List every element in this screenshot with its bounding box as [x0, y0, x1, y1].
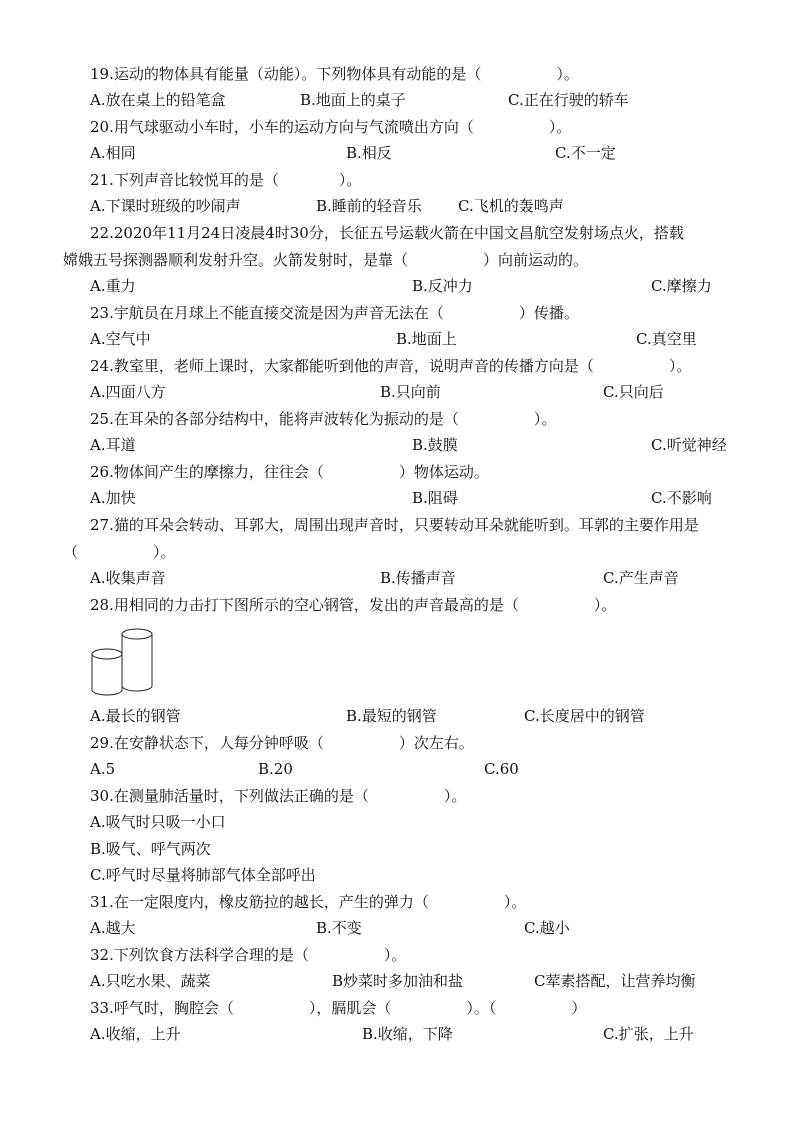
question-25: 25.在耳朵的各部分结构中，能将声波转化为振动的是（ ）。: [90, 410, 557, 428]
q29-option-a: A.5: [90, 760, 116, 778]
q19-option-b: B.地面上的桌子: [300, 91, 406, 109]
question-22: 22.2020年11月24日凌晨4时30分，长征五号运载火箭在中国文昌航空发射场点火，搭载: [90, 224, 684, 242]
q33-option-a: A.收缩，上升: [90, 1025, 181, 1043]
q21-option-a: A.下课时班级的吵闹声: [90, 197, 241, 215]
question-31: 31.在一定限度内，橡皮筋拉的越长，产生的弹力（ ）。: [90, 893, 527, 911]
q29-option-b: B.20: [258, 760, 293, 778]
q30-option-a: A.吸气时只吸一小口: [90, 813, 226, 831]
question-19: 19.运动的物体具有能量（动能）。下列物体具有动能的是（ ）。: [90, 65, 579, 83]
question-29: 29.在安静状态下，人每分钟呼吸（ ）次左右。: [90, 734, 474, 752]
q21-option-b: B.睡前的轻音乐: [316, 197, 422, 215]
steel-pipes-diagram-icon: [88, 626, 158, 696]
question-26: 26.物体间产生的摩擦力，往往会（ ）物体运动。: [90, 463, 489, 481]
question-24: 24.教室里，老师上课时，大家都能听到他的声音，说明声音的传播方向是（ ）。: [90, 357, 692, 375]
q22-option-b: B.反冲力: [412, 277, 473, 295]
q28-option-a: A.最长的钢管: [90, 707, 181, 725]
q22-option-c: C.摩擦力: [651, 277, 712, 295]
q20-option-c: C.不一定: [555, 144, 616, 162]
q22-option-a: A.重力: [90, 277, 136, 295]
q31-option-c: C.越小: [524, 919, 570, 937]
q28-option-b: B.最短的钢管: [346, 707, 437, 725]
question-22-continued: 嫦娥五号探测器顺利发射升空。火箭发射时，是靠（ ）向前运动的。: [63, 251, 589, 269]
question-23: 23.宇航员在月球上不能直接交流是因为声音无法在（ ）传播。: [90, 304, 579, 322]
question-27: 27.猫的耳朵会转动、耳郭大，周围出现声音时，只要转动耳朵就能听到。耳郭的主要作用是: [90, 516, 699, 534]
q32-option-c: C荤素搭配，让营养均衡: [534, 972, 696, 990]
question-27-continued: （ ）。: [63, 543, 176, 561]
q27-option-c: C.产生声音: [603, 569, 679, 587]
q21-option-c: C.飞机的轰鸣声: [458, 197, 564, 215]
q23-option-a: A.空气中: [90, 330, 151, 348]
q26-option-a: A.加快: [90, 489, 136, 507]
question-21: 21.下列声音比较悦耳的是（ ）。: [90, 171, 362, 189]
q29-option-c: C.60: [484, 760, 519, 778]
q24-option-a: A.四面八方: [90, 383, 166, 401]
q30-option-b: B.吸气、呼气两次: [90, 840, 211, 858]
q25-option-c: C.听觉神经: [651, 436, 727, 454]
q31-option-b: B.不变: [316, 919, 362, 937]
q30-option-c: C.呼气时尽量将肺部气体全部呼出: [90, 866, 316, 884]
q23-option-c: C.真空里: [636, 330, 697, 348]
q33-option-c: C.扩张，上升: [603, 1025, 694, 1043]
question-33: 33.呼气时，胸腔会（ ），膈肌会（ ）。（ ）: [90, 999, 587, 1017]
question-30: 30.在测量肺活量时，下列做法正确的是（ ）。: [90, 787, 467, 805]
question-20: 20.用气球驱动小车时，小车的运动方向与气流喷出方向（ ）。: [90, 118, 572, 136]
q24-option-c: C.只向后: [603, 383, 664, 401]
q26-option-c: C.不影响: [651, 489, 712, 507]
q23-option-b: B.地面上: [396, 330, 457, 348]
q26-option-b: B.阻碍: [412, 489, 458, 507]
q20-option-b: B.相反: [346, 144, 392, 162]
q32-option-b: B炒菜时多加油和盐: [332, 972, 464, 990]
q24-option-b: B.只向前: [380, 383, 441, 401]
q32-option-a: A.只吃水果、蔬菜: [90, 972, 211, 990]
q20-option-a: A.相同: [90, 144, 136, 162]
q25-option-b: B.鼓膜: [412, 436, 458, 454]
question-28: 28.用相同的力击打下图所示的空心钢管，发出的声音最高的是（ ）。: [90, 596, 617, 614]
q25-option-a: A.耳道: [90, 436, 136, 454]
q33-option-b: B.收缩，下降: [362, 1025, 453, 1043]
q27-option-b: B.传播声音: [380, 569, 456, 587]
q28-option-c: C.长度居中的钢管: [524, 707, 645, 725]
question-32: 32.下列饮食方法科学合理的是（ ）。: [90, 946, 407, 964]
q31-option-a: A.越大: [90, 919, 136, 937]
q27-option-a: A.收集声音: [90, 569, 166, 587]
q19-option-c: C.正在行驶的轿车: [508, 91, 629, 109]
q19-option-a: A.放在桌上的铅笔盒: [90, 91, 226, 109]
